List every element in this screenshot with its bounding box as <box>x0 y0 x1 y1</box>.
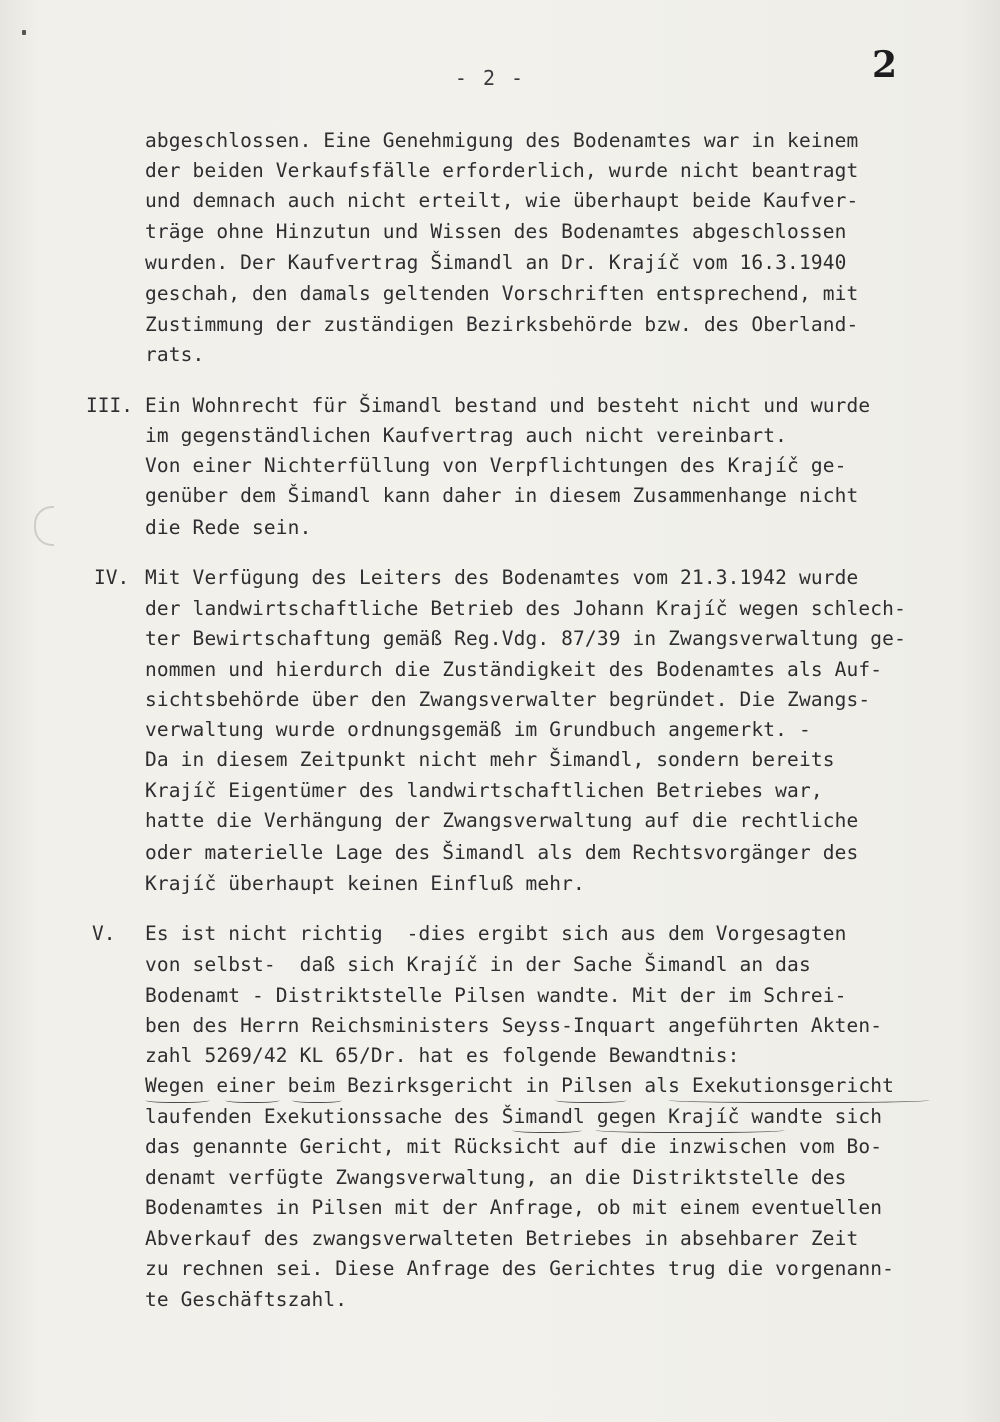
text-line: verwaltung wurde ordnungsgemäß im Grundbuch angemerkt. - <box>145 718 811 741</box>
handwritten-underline <box>225 1096 280 1103</box>
text-line: Wegen einer beim Bezirksgericht in Pilsen als Exekutionsgericht <box>145 1074 895 1097</box>
text-line: der landwirtschaftliche Betrieb des Johann Krajíč wegen schlech- <box>145 597 906 620</box>
handwritten-underline <box>292 1096 342 1103</box>
text-line: Da in diesem Zeitpunkt nicht mehr Šimandl, sondern bereits <box>145 748 835 771</box>
text-line: der beiden Verkaufsfälle erforderlich, wurde nicht beantragt <box>145 159 859 182</box>
section-numeral-iv: IV. <box>94 566 130 589</box>
punch-hole-mark <box>34 506 54 546</box>
text-line: hatte die Verhängung der Zwangsverwaltung auf die rechtliche <box>145 809 859 832</box>
handwritten-page-number: 2 <box>872 44 898 86</box>
text-line: sichtsbehörde über den Zwangsverwalter begründet. Die Zwangs- <box>145 688 871 711</box>
text-line: te Geschäftszahl. <box>145 1288 348 1311</box>
text-line: im gegenständlichen Kaufvertrag auch nicht vereinbart. <box>145 424 788 447</box>
text-line: Abverkauf des zwangsverwalteten Betriebes in absehbarer Zeit <box>145 1227 859 1250</box>
handwritten-underline <box>145 1096 210 1103</box>
text-line: oder materielle Lage des Šimandl als dem Rechtsvorgänger des <box>145 841 859 864</box>
text-line: zahl 5269/42 KL 65/Dr. hat es folgende Bewandtnis: <box>145 1044 740 1067</box>
handwritten-underline <box>512 1126 582 1133</box>
text-line: laufenden Exekutionssache des Šimandl gegen Krajíč wandte sich <box>145 1105 883 1128</box>
text-line: träge ohne Hinzutun und Wissen des Bodenamtes abgeschlossen <box>145 220 847 243</box>
text-line: von selbst- daß sich Krajíč in der Sache Šimandl an das <box>145 953 811 976</box>
text-line: zu rechnen sei. Diese Anfrage des Gerichtes trug die vorgenann- <box>145 1257 895 1280</box>
text-line: und demnach auch nicht erteilt, wie überhaupt beide Kaufver- <box>145 189 859 212</box>
text-line: genüber dem Šimandl kann daher in diesem Zusammenhange nicht <box>145 484 859 507</box>
text-line: rats. <box>145 343 205 366</box>
text-line: denamt verfügte Zwangsverwaltung, an die Distriktstelle des <box>145 1166 847 1189</box>
text-line: das genannte Gericht, mit Rücksicht auf die inzwischen vom Bo- <box>145 1135 883 1158</box>
text-line: wurden. Der Kaufvertrag Šimandl an Dr. Krajíč vom 16.3.1940 <box>145 251 847 274</box>
handwritten-underline <box>555 1096 627 1103</box>
handwritten-underline <box>668 1096 930 1103</box>
text-line: Mit Verfügung des Leiters des Bodenamtes vom 21.3.1942 wurde <box>145 566 859 589</box>
text-line: Ein Wohnrecht für Šimandl bestand und besteht nicht und wurde <box>145 394 871 417</box>
section-numeral-iii: III. <box>86 394 133 417</box>
text-line: ter Bewirtschaftung gemäß Reg.Vdg. 87/39 in Zwangsverwaltung ge- <box>145 627 906 650</box>
text-line: Zustimmung der zuständigen Bezirksbehörde bzw. des Oberland- <box>145 313 859 336</box>
text-line: abgeschlossen. Eine Genehmigung des Bodenamtes war in keinem <box>145 129 859 152</box>
text-line: geschah, den damals geltenden Vorschriften entsprechend, mit <box>145 282 859 305</box>
page-number: - 2 - <box>454 66 526 90</box>
text-line: Krajíč Eigentümer des landwirtschaftlichen Betriebes war, <box>145 779 823 802</box>
text-line: Es ist nicht richtig -dies ergibt sich aus dem Vorgesagten <box>145 922 847 945</box>
text-line: ben des Herrn Reichsministers Seyss-Inquart angeführten Akten- <box>145 1014 883 1037</box>
section-numeral-v: V. <box>92 922 116 945</box>
corner-mark <box>22 30 26 35</box>
handwritten-underline <box>595 1126 785 1133</box>
text-line: Krajíč überhaupt keinen Einfluß mehr. <box>145 872 585 895</box>
text-line: die Rede sein. <box>145 516 312 539</box>
text-line: nommen und hierdurch die Zuständigkeit des Bodenamtes als Auf- <box>145 658 883 681</box>
text-line: Bodenamtes in Pilsen mit der Anfrage, ob mit einem eventuellen <box>145 1196 883 1219</box>
text-line: Von einer Nichterfüllung von Verpflichtungen des Krajíč ge- <box>145 454 847 477</box>
text-line: Bodenamt - Distriktstelle Pilsen wandte. Mit der im Schrei- <box>145 984 847 1007</box>
